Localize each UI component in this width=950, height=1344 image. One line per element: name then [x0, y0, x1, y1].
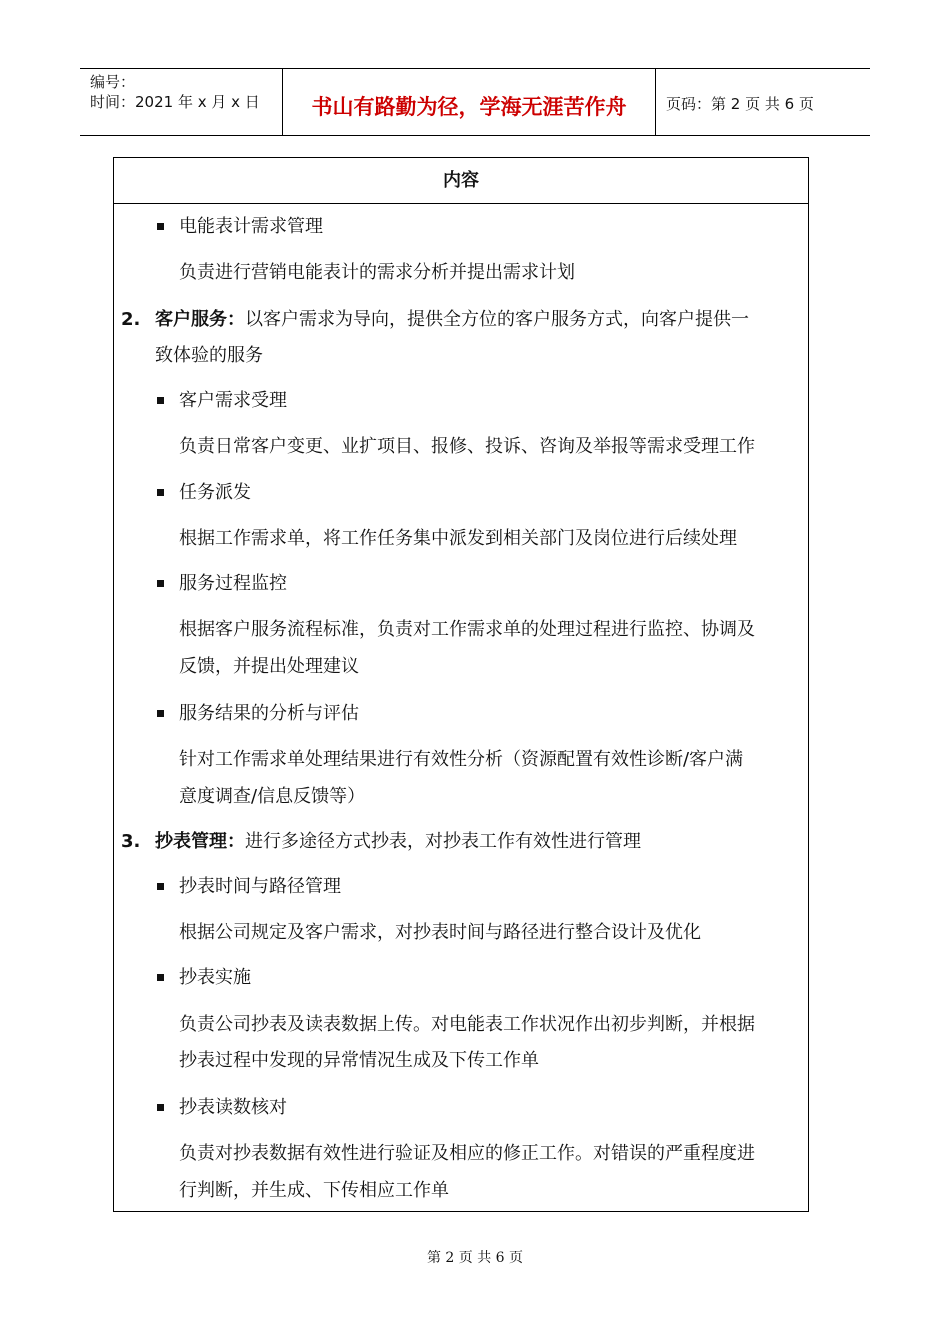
item-title: 电能表计需求管理 — [179, 216, 323, 237]
item-desc: 针对工作需求单处理结果进行有效性分析（资源配置有效性诊断/客户满 — [179, 749, 744, 770]
section-desc: 进行多途径方式抄表，对抄表工作有效性进行管理 — [245, 831, 641, 852]
section-title: 抄表管理： — [155, 831, 245, 852]
item-title: 服务过程监控 — [179, 573, 287, 594]
header-page-cell — [656, 69, 870, 135]
section-number: 3. — [121, 831, 141, 852]
section-heading — [155, 831, 641, 853]
page-info: 页码：第 2 页 共 6 页 — [666, 95, 814, 113]
item-desc: 负责公司抄表及读表数据上传。对电能表工作状况作出初步判断，并根据 — [179, 1014, 755, 1035]
page-footer: 第 2 页 共 6 页 — [426, 1250, 524, 1266]
item-desc: 负责日常客户变更、业扩项目、报修、投诉、咨询及举报等需求受理工作 — [179, 436, 755, 457]
item-desc: 根据客户服务流程标准，负责对工作需求单的处理过程进行监控、协调及 — [179, 619, 755, 640]
item-title: 任务派发 — [179, 482, 251, 503]
bullet-icon — [157, 974, 164, 981]
bullet-icon — [157, 580, 164, 587]
bullet-icon — [157, 489, 164, 496]
bullet-icon — [157, 1104, 164, 1111]
header-meta — [80, 69, 282, 135]
item-desc: 负责对抄表数据有效性进行验证及相应的修正工作。对错误的严重程度进 — [179, 1143, 755, 1164]
item-title: 客户需求受理 — [179, 390, 287, 411]
item-title: 抄表实施 — [179, 967, 251, 988]
item-title: 服务结果的分析与评估 — [179, 703, 359, 724]
item-desc: 根据公司规定及客户需求，对抄表时间与路径进行整合设计及优化 — [179, 922, 701, 943]
bullet-icon — [157, 883, 164, 890]
bullet-icon — [157, 223, 164, 230]
section-number: 2. — [121, 309, 141, 330]
content-heading: 内容 — [114, 158, 808, 204]
section-desc-cont: 致体验的服务 — [155, 345, 263, 366]
item-desc-cont: 行判断，并生成、下传相应工作单 — [179, 1180, 449, 1201]
item-desc-cont: 意度调查/信息反馈等） — [179, 786, 366, 807]
item-desc-cont: 抄表过程中发现的异常情况生成及下传工作单 — [179, 1050, 539, 1071]
item-desc: 负责进行营销电能表计的需求分析并提出需求计划 — [179, 262, 575, 283]
item-title: 抄表读数核对 — [179, 1097, 287, 1118]
code-label: 编号： — [90, 73, 136, 91]
item-desc-cont: 反馈，并提出处理建议 — [179, 656, 359, 677]
page-header — [80, 68, 870, 136]
section-heading — [155, 309, 749, 331]
bullet-icon — [157, 710, 164, 717]
bullet-icon — [157, 397, 164, 404]
header-motto-cell — [282, 69, 656, 135]
item-desc: 根据工作需求单，将工作任务集中派发到相关部门及岗位进行后续处理 — [179, 528, 737, 549]
motto: 书山有路勤为径，学海无涯苦作舟 — [311, 95, 627, 119]
time-label: 时间：2021 年 x 月 x 日 — [90, 93, 260, 111]
section-title: 客户服务： — [155, 309, 245, 330]
item-title: 抄表时间与路径管理 — [179, 876, 341, 897]
section-desc: 以客户需求为导向，提供全方位的客户服务方式，向客户提供一 — [245, 309, 749, 330]
